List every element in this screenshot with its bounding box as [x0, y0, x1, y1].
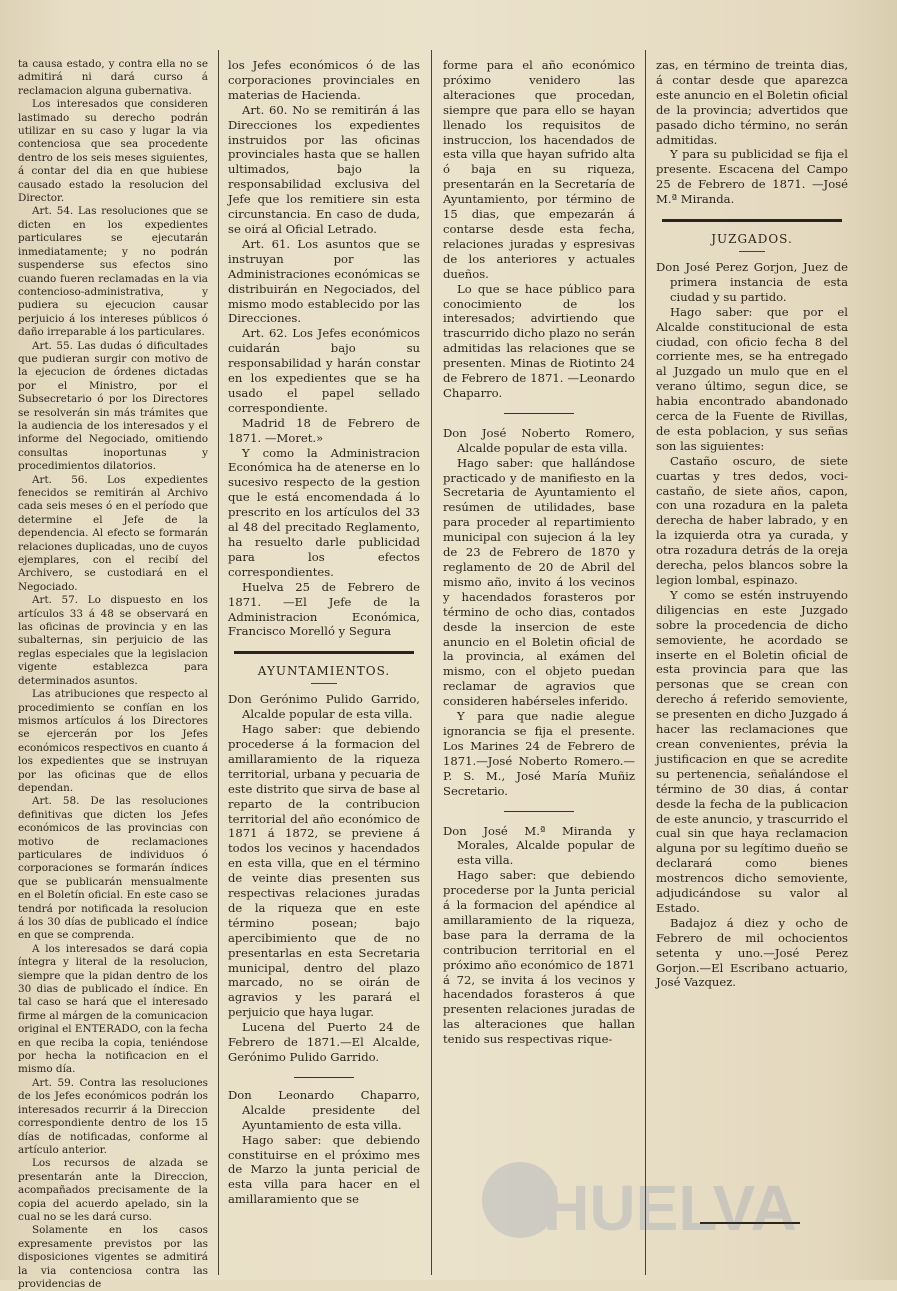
announcement-heading: Don Gerónimo Pulido Garrido, Alcalde popular de esta villa. — [228, 692, 420, 722]
column-divider — [645, 50, 646, 1275]
announcement-heading: Don José Noberto Romero, Alcalde popular de esta villa. — [443, 425, 635, 455]
paragraph: Y para que nadie alegue ignorancia se fija el presente. Los Marines 24 de Febrero de 1871.—José Noberto Romero.—P. S. M., José María Muñiz Secretario. — [443, 709, 635, 798]
paragraph: Art. 56. Los expedientes fenecidos se remitirán al Archivo cada seis meses ó en el período que determine el Jefe de la dependencia. Al efecto se formarán relaciones duplicadas, uno de cuyos ejemplares, con el recibí del Archivero, se custodiará en el Negociado. — [18, 473, 208, 593]
paragraph: Y como la Administracion Económica ha de atenerse en lo sucesivo respecto de la gestion que le está encomendada á lo prescrito en los artículos del 33 al 48 del precitado Reglamento, ha resuelto darle publicidad para los efectos correspondientes. — [228, 445, 420, 579]
announcement-heading: Don José Perez Gorjon, Juez de primera instancia de esta ciudad y su partido. — [656, 259, 848, 304]
column-divider — [431, 50, 432, 1275]
paragraph: Solamente en los casos expresamente previstos por las disposiciones vigentes se admitirá la via contenciosa contra las providencias de — [18, 1224, 208, 1290]
column-2 — [228, 58, 420, 1273]
column-divider — [218, 50, 219, 1275]
announcement-heading: Don José M.ª Miranda y Morales, Alcalde popular de esta villa. — [443, 823, 635, 868]
paragraph: Art. 55. Las dudas ó dificultades que pudieran surgir con motivo de la ejecucion de órdenes dictadas por el Ministro, por el Subsecretario ó por los Directores se resolverán sin más trámites que la audiencia de los interesados y el informe del Negociado, omitiendo consultas inoportunas y procedimientos dilatorios. — [18, 339, 208, 473]
paragraph: Hago saber: que hallándose practicado y de manifiesto en la Secretaria de Ayuntamiento el resúmen de utilidades, base para proceder al repartimiento municipal con sujecion á la ley de 23 de Febrero de 1870 y reglamento de 20 de Abril del mismo año, invito á los vecinos y hacendados forasteros por término de ocho dias, contados desde la insercion de este anuncio en el Boletin oficial de la provincia, al exámen del mismo, con el objeto puedan reclamar de agravios que consideren habérseles inferido. — [443, 455, 635, 709]
paragraph: Art. 59. Contra las resoluciones de los Jefes económicos podrán los interesados recurrir á la Direccion correspondiente dentro de los 15 días de notificadas, conforme al artículo anterior. — [18, 1076, 208, 1156]
paragraph: Hago saber: que debiendo procederse á la formacion del amillaramiento de la riqueza territorial, urbana y pecuaria de este distrito que sirva de base al reparto de la contribucion territorial del año económico de 1871 á 1872, se previene á todos los vecinos y hacendados en esta villa, que en el término de veinte dias presenten sus respectivas relaciones juradas de la riqueza que en este término posean; bajo apercibimiento que de no presentarlas en esta Secretaria municipal, dentro del plazo marcado, no se oirán de agravios y les parará el perjuicio que haya lugar. — [228, 722, 420, 1020]
paragraph: ta causa estado, y contra ella no se admitirá ni dará curso á reclamacion alguna gubernativa. — [18, 58, 208, 97]
paragraph: los Jefes económicos ó de las corporaciones provinciales en materias de Hacienda. — [228, 58, 420, 102]
section-heading-ayuntamientos: AYUNTAMIENTOS. — [257, 664, 391, 679]
heading-dash — [739, 251, 765, 252]
paragraph: Art. 61. Los asuntos que se instruyan por las Administraciones económicas se distribuirán en Negociados, del mismo modo establecido por las Direcciones. — [228, 236, 420, 326]
paragraph: Castaño oscuro, de siete cuartas y tres dedos, voci-castaño, de siete años, capon, con una rozadura en la paleta derecha de haber labrado, y en la izquierda otra ya curada, y otra rozadura detrás de la oreja derecha, pelos blancos sobre la legion lombal, espinazo. — [656, 453, 848, 587]
separator-rule — [504, 413, 574, 414]
column-1 — [18, 58, 208, 1290]
column-4 — [656, 58, 848, 1273]
separator-rule — [504, 811, 574, 812]
paragraph: Hago saber: que debiendo constituirse en el próximo mes de Marzo la junta pericial de esta villa para hacer en el amillaramiento que se — [228, 1132, 420, 1207]
paragraph: Hago saber: que por el Alcalde constitucional de esta ciudad, con oficio fecha 8 del corriente mes, se ha entregado al Juzgado un mulo que en el verano último, segun dice, se habia encontrado abandonado cerca de la Fuente de Rivillas, de esta poblacion, y sus señas son las siguientes: — [656, 304, 848, 453]
section-heading-juzgados: JUZGADOS. — [711, 232, 793, 247]
paragraph: Art. 54. Las resoluciones que se dicten en los expedientes particulares se ejecutarán inmediatamente; y no podrán suspenderse sus efectos sino cuando fueren reclamadas en la via contencioso-administrativa, y pudiera su ejecucion causar perjuicio á los intereses públicos ó daño irreparable á los particulares. — [18, 205, 208, 339]
paragraph: Los recursos de alzada se presentarán ante la Direccion, acompañados precisamente de la copia del acuerdo apelado, sin la cual no se les dará curso. — [18, 1157, 208, 1223]
signature-line: Huelva 25 de Febrero de 1871. —El Jefe de la Administracion Económica, Francisco Morelló y Segura — [228, 579, 420, 639]
signature-line: Lucena del Puerto 24 de Febrero de 1871.—El Alcalde, Gerónimo Pulido Garrido. — [228, 1020, 420, 1064]
end-rule — [700, 1222, 800, 1224]
paragraph: Art. 60. No se remitirán á las Direcciones los expedientes instruidos por las oficinas provinciales hasta que se hallen ultimados, bajo la responsabilidad exclusiva del Jefe que los remitiere sin esta circunstancia. En caso de duda, se oirá al Oficial Letrado. — [228, 102, 420, 236]
signature-line: Madrid 18 de Febrero de 1871. —Moret.» — [228, 415, 420, 445]
section-rule — [234, 651, 414, 654]
paragraph: Art. 58. De las resoluciones definitivas que dicten los Jefes económicos de las provincias con motivo de reclamaciones particulares de individuos ó corporaciones se formarán índices que se publicarán mensualmente en el Boletín oficial. En este caso se tendrá por notificada la resolucion á los 30 días de publicado el índice en que se comprenda. — [18, 795, 208, 942]
paragraph: Hago saber: que debiendo procederse por la Junta pericial á la formacion del apéndice al amillaramiento de la riqueza, base para la derrama de la contribucion territorial en el próximo año económico de 1871 á 72, se invita á los vecinos y hacendados forasteros á que presenten relaciones juradas de las alteraciones que hallan tenido sus respectivas rique- — [443, 868, 635, 1047]
paragraph: Lo que se hace público para conocimiento de los interesados; advirtiendo que trascurrido dicho plazo no serán admitidas las relaciones que se presenten. Minas de Riotinto 24 de Febrero de 1871. —Leonardo Chaparro. — [443, 281, 635, 400]
section-rule — [662, 219, 842, 222]
announcement-heading: Don Leonardo Chaparro, Alcalde presidente del Ayuntamiento de esta villa. — [228, 1087, 420, 1132]
paragraph: Art. 57. Lo dispuesto en los artículos 33 á 48 se observará en las oficinas de provincia y en las subalternas, sin perjuicio de las reglas especiales que la legislacion vigente establezca para determinados asuntos. — [18, 594, 208, 687]
paragraph: forme para el año económico próximo venidero las alteraciones que procedan, siempre que para ello se hayan llenado los requisitos de instruccion, los hacendados de esta villa que hayan sufrido alta ó baja en su riqueza, presentarán en la Secretaría de Ayuntamiento, por término de 15 dias, que empezarán á contarse desde esta fecha, relaciones juradas y espresivas de los anteriores y actuales dueños. — [443, 58, 635, 281]
column-3 — [443, 58, 635, 1273]
separator-rule — [294, 1077, 354, 1078]
heading-dash — [311, 683, 337, 684]
watermark-text: HUELVA — [543, 1172, 797, 1244]
paragraph: A los interesados se dará copia íntegra y literal de la resolucion, siempre que la pidan dentro de los 30 dias de publicado el índice. En tal caso se hará que el interesado firme al márgen de la comunicacion original el ENTERADO, con la fecha en que reciba la copia, teniéndose por hecha la notificacion en el mismo día. — [18, 942, 208, 1076]
paragraph: Las atribuciones que respecto al procedimiento se confían en los mismos artículos á los Directores se ejercerán por los Jefes económicos respectivos en cuanto á los expedientes que se instruyan por las oficinas que de ellos dependan. — [18, 688, 208, 794]
paragraph: Y como se estén instruyendo diligencias en este Juzgado sobre la procedencia de dicho semoviente, he acordado se inserte en el Boletin oficial de esta provincia para que las personas que se crean con derecho á referido semoviente, se presenten en dicho Juzgado á hacer las reclamaciones que crean convenientes, prévia la justificacion en que se acredite su pertenencia, señalándose el término de 30 dias, á contar desde la fecha de la publicacion de este anuncio, y trascurrido el cual sin que haya reclamacion alguna por su legítimo dueño se declarará como bienes mostrencos dicho semoviente, adjudicándose su valor al Estado. — [656, 587, 848, 915]
paragraph: zas, en término de treinta dias, á contar desde que aparezca este anuncio en el Boletin oficial de la provincia; advertidos que pasado dicho término, no serán admitidas. — [656, 58, 848, 147]
paragraph: Art. 62. Los Jefes económicos cuidarán bajo su responsabilidad y harán constar en los expedientes que se ha usado el papel sellado correspondiente. — [228, 326, 420, 415]
signature-line: Badajoz á diez y ocho de Febrero de mil ochocientos setenta y uno.—José Perez Gorjon.—El Escribano actuario, José Vazquez. — [656, 915, 848, 990]
paragraph: Y para su publicidad se fija el presente. Escacena del Campo 25 de Febrero de 1871. —José M.ª Miranda. — [656, 147, 848, 207]
paragraph: Los interesados que consideren lastimado su derecho podrán utilizar en su caso y lugar la via contenciosa que sea procedente dentro de los seis meses siguientes, á contar del dia en que hubiese causado estado la resolucion del Director. — [18, 98, 208, 205]
